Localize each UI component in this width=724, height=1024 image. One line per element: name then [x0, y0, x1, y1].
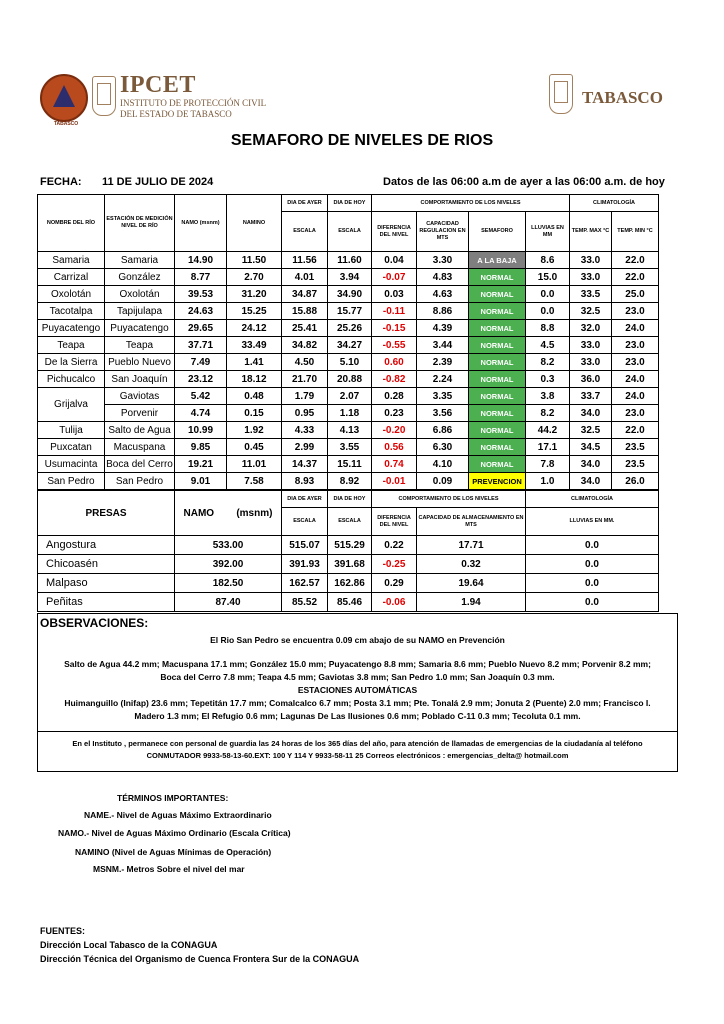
cell-tmax: 36.0: [570, 371, 612, 388]
tabasco-title: TABASCO: [582, 88, 663, 107]
cell-semaforo: NORMAL: [469, 422, 526, 439]
table-row: [38, 354, 659, 371]
cell-escala-ayer: 14.37: [282, 456, 328, 473]
table-row: [38, 320, 659, 337]
cell-namo: 4.74: [175, 405, 227, 422]
cell-estacion: Pueblo Nuevo: [105, 354, 175, 371]
page-title: SEMAFORO DE NIVELES DE RIOS: [230, 132, 494, 149]
cell-escala-hoy: 15.11: [328, 456, 372, 473]
namo-label: NAMO: [183, 507, 215, 519]
emblem-label: TABASCO: [53, 121, 79, 127]
cell-escala-ayer: 34.87: [282, 286, 328, 303]
col-capacidad: CAPACIDAD REGULACION EN MTS: [417, 212, 469, 252]
cell-escala-ayer: 4.50: [282, 354, 328, 371]
cell-capacidad: 3.30: [417, 252, 469, 269]
cell-escala-ayer: 2.99: [282, 439, 328, 456]
cell-tmax: 33.0: [570, 269, 612, 286]
cell-escala-ayer: 1.79: [282, 388, 328, 405]
cell-semaforo: NORMAL: [469, 388, 526, 405]
dam-col-comportamiento: COMPORTAMIENTO DE LOS NIVELES: [372, 491, 526, 508]
cell-capacidad: 4.83: [417, 269, 469, 286]
table-row: [38, 269, 659, 286]
cell-semaforo: NORMAL: [469, 269, 526, 286]
ipcet-subtitle-line2: DEL ESTADO DE TABASCO: [120, 109, 232, 119]
fuentes-title: FUENTES:: [40, 926, 85, 936]
cell-escala-hoy: 2.07: [328, 388, 372, 405]
cell-escala-hoy: 1.18: [328, 405, 372, 422]
dam-col-dia-ayer: DIA DE AYER: [282, 491, 328, 508]
cell-namo: 182.50: [175, 574, 282, 593]
col-tmin: TEMP. MIN °C: [612, 212, 659, 252]
cell-presa: Angostura: [38, 536, 175, 555]
cell-semaforo: NORMAL: [469, 371, 526, 388]
cell-namino: 1.92: [227, 422, 282, 439]
cell-escala-ayer: 25.41: [282, 320, 328, 337]
cell-namino: 31.20: [227, 286, 282, 303]
cell-namino: 2.70: [227, 269, 282, 286]
cell-rio: Teapa: [38, 337, 105, 354]
cell-escala-ayer: 4.33: [282, 422, 328, 439]
cell-tmin: 23.5: [612, 439, 659, 456]
cell-tmax: 33.0: [570, 354, 612, 371]
cell-semaforo: NORMAL: [469, 303, 526, 320]
cell-diferencia: -0.20: [372, 422, 417, 439]
col-namo: NAMO (msnm): [175, 195, 227, 252]
col-presas: PRESAS: [38, 491, 175, 536]
col-estacion: ESTACIÓN DE MEDICIÓN NIVEL DE RÍO: [105, 195, 175, 252]
cell-lluvias: 8.6: [526, 252, 570, 269]
cell-lluvias: 0.0: [526, 303, 570, 320]
cell-lluvias: 0.3: [526, 371, 570, 388]
cell-estacion: Boca del Cerro: [105, 456, 175, 473]
cell-escala-hoy: 4.13: [328, 422, 372, 439]
cell-tmin: 23.5: [612, 456, 659, 473]
termino-name: NAME.- Nivel de Aguas Máximo Extraordinario: [84, 810, 272, 820]
cell-namino: 24.12: [227, 320, 282, 337]
cell-rio: Grijalva: [38, 388, 105, 422]
cell-namo: 37.71: [175, 337, 227, 354]
cell-estacion: San Joaquín: [105, 371, 175, 388]
cell-diferencia: 0.60: [372, 354, 417, 371]
cell-diferencia: -0.55: [372, 337, 417, 354]
cell-escala-hoy: 34.90: [328, 286, 372, 303]
cell-namino: 0.15: [227, 405, 282, 422]
table-row: [38, 405, 659, 422]
cell-tmax: 33.5: [570, 286, 612, 303]
cell-capacidad: 3.35: [417, 388, 469, 405]
cell-namino: 11.50: [227, 252, 282, 269]
cell-namo: 392.00: [175, 555, 282, 574]
cell-namino: 0.48: [227, 388, 282, 405]
cell-capacidad: 2.39: [417, 354, 469, 371]
observaciones-box: [37, 613, 678, 772]
table-row: [38, 574, 659, 593]
cell-namo: 29.65: [175, 320, 227, 337]
cell-tmin: 23.0: [612, 354, 659, 371]
dam-col-escala-ayer: ESCALA: [282, 508, 328, 536]
cell-capacidad: 4.63: [417, 286, 469, 303]
cell-capacidad: 4.10: [417, 456, 469, 473]
cell-escala-ayer: 391.93: [282, 555, 328, 574]
cell-namo: 23.12: [175, 371, 227, 388]
cell-tmax: 32.0: [570, 320, 612, 337]
cell-lluvias: 7.8: [526, 456, 570, 473]
cell-lluvias: 17.1: [526, 439, 570, 456]
table-row: [38, 456, 659, 473]
fecha-value: 11 DE JULIO DE 2024: [102, 176, 214, 188]
cell-escala-ayer: 515.07: [282, 536, 328, 555]
cell-lluvias: 0.0: [526, 555, 659, 574]
obs-auto-line1: Huimanguillo (Inifap) 23.6 mm; Tepetitán 17.7 mm; Comalcalco 6.7 mm; Posta 3.1 mm; Pte. Tonalá 2.9 mm; Jonuta 2 (Puente) 2.0 mm; Francisco I.: [64, 698, 651, 708]
cell-capacidad: 8.86: [417, 303, 469, 320]
cell-escala-hoy: 5.10: [328, 354, 372, 371]
cell-tmin: 23.0: [612, 405, 659, 422]
cell-estacion: Macuspana: [105, 439, 175, 456]
table-row: [38, 371, 659, 388]
col-namino: NAMINO: [227, 195, 282, 252]
table-row: [38, 473, 659, 490]
cell-lluvias: 3.8: [526, 388, 570, 405]
fuente-conagua-frontera-sur: Dirección Técnica del Organismo de Cuenca Frontera Sur de la CONAGUA: [40, 954, 360, 964]
obs-auto-line2: Madero 1.3 mm; El Refugio 0.6 mm; Lagunas De Las Ilusiones 0.6 mm; Poblado C-11 0.3 mm; Tecoluta 0.1 mm.: [134, 711, 581, 721]
cell-rio: Puxcatan: [38, 439, 105, 456]
cell-escala-hoy: 20.88: [328, 371, 372, 388]
cell-escala-ayer: 85.52: [282, 593, 328, 612]
col-diferencia: DIFERENCIA DEL NIVEL: [372, 212, 417, 252]
cell-namino: 11.01: [227, 456, 282, 473]
cell-diferencia: 0.03: [372, 286, 417, 303]
cell-lluvias: 0.0: [526, 286, 570, 303]
cell-rio: Samaria: [38, 252, 105, 269]
cell-lluvias: 8.8: [526, 320, 570, 337]
cell-escala-hoy: 85.46: [328, 593, 372, 612]
cell-capacidad: 6.30: [417, 439, 469, 456]
cell-tmax: 33.7: [570, 388, 612, 405]
col-climatologia: CLIMATOLOGÍA: [570, 195, 659, 212]
cell-estacion: Salto de Agua: [105, 422, 175, 439]
cell-estacion: Tapijulapa: [105, 303, 175, 320]
cell-lluvias: 0.0: [526, 536, 659, 555]
cell-diferencia: 0.56: [372, 439, 417, 456]
cell-diferencia: 0.29: [372, 574, 417, 593]
cell-lluvias: 8.2: [526, 405, 570, 422]
cell-lluvias: 1.0: [526, 473, 570, 490]
cell-tmin: 24.0: [612, 320, 659, 337]
cell-tmin: 22.0: [612, 252, 659, 269]
table-row: [38, 593, 659, 612]
cell-escala-ayer: 0.95: [282, 405, 328, 422]
cell-rio: Puyacatengo: [38, 320, 105, 337]
cell-estacion: Gaviotas: [105, 388, 175, 405]
cell-tmin: 24.0: [612, 371, 659, 388]
cell-escala-hoy: 391.68: [328, 555, 372, 574]
dam-col-diferencia: DIFERENCIA DEL NIVEL: [372, 508, 417, 536]
cell-capacidad: 0.09: [417, 473, 469, 490]
table-row: [38, 422, 659, 439]
cell-namo: 9.01: [175, 473, 227, 490]
cell-namino: 18.12: [227, 371, 282, 388]
table-row: [38, 439, 659, 456]
obs-auto-stations-title: ESTACIONES AUTOMÁTICAS: [297, 685, 418, 695]
cell-tmin: 22.0: [612, 422, 659, 439]
cell-diferencia: -0.25: [372, 555, 417, 574]
cell-diferencia: 0.22: [372, 536, 417, 555]
msnm-label: (msnm): [236, 507, 273, 519]
cell-capacidad: 4.39: [417, 320, 469, 337]
triangle-icon: [53, 85, 75, 107]
cell-lluvias: 8.2: [526, 354, 570, 371]
cell-estacion: Puyacatengo: [105, 320, 175, 337]
cell-semaforo: NORMAL: [469, 456, 526, 473]
cell-escala-ayer: 21.70: [282, 371, 328, 388]
cell-namino: 0.45: [227, 439, 282, 456]
cell-semaforo: NORMAL: [469, 320, 526, 337]
cell-diferencia: -0.06: [372, 593, 417, 612]
cell-escala-ayer: 11.56: [282, 252, 328, 269]
cell-capacidad: 0.32: [417, 555, 526, 574]
col-escala-hoy: ESCALA: [328, 212, 372, 252]
cell-rio: Pichucalco: [38, 371, 105, 388]
cell-lluvias: 15.0: [526, 269, 570, 286]
col-dia-ayer: DIA DE AYER: [282, 195, 328, 212]
cell-diferencia: -0.07: [372, 269, 417, 286]
cell-tmax: 33.0: [570, 252, 612, 269]
cell-lluvias: 0.0: [526, 593, 659, 612]
cell-tmax: 34.0: [570, 405, 612, 422]
cell-rio: San Pedro: [38, 473, 105, 490]
dam-col-dia-hoy: DIA DE HOY: [328, 491, 372, 508]
col-tmax: TEMP. MAX °C: [570, 212, 612, 252]
cell-semaforo: NORMAL: [469, 354, 526, 371]
col-escala-ayer: ESCALA: [282, 212, 328, 252]
termino-namo: NAMO.- Nivel de Aguas Máximo Ordinario (Escala Crítica): [58, 828, 291, 838]
institute-note-line1: En el Instituto , permanece con personal de guardia las 24 horas de los 365 días del año, para atención de llamadas de emergencias de la ciudadanía al teléfono: [72, 739, 643, 748]
cell-presa: Chicoasén: [38, 555, 175, 574]
ipcet-subtitle: [120, 98, 266, 120]
cell-escala-ayer: 15.88: [282, 303, 328, 320]
cell-escala-hoy: 8.92: [328, 473, 372, 490]
cell-escala-hoy: 15.77: [328, 303, 372, 320]
termino-namino: NAMINO (Nivel de Aguas Mínimas de Operación): [75, 847, 272, 857]
cell-escala-ayer: 162.57: [282, 574, 328, 593]
cell-presa: Peñitas: [38, 593, 175, 612]
cell-namo: 8.77: [175, 269, 227, 286]
cell-escala-ayer: 34.82: [282, 337, 328, 354]
ipcet-emblem-logo: [40, 74, 88, 127]
cell-rio: Tacotalpa: [38, 303, 105, 320]
cell-capacidad: 1.94: [417, 593, 526, 612]
obs-rain-line1: Salto de Agua 44.2 mm; Macuspana 17.1 mm; González 15.0 mm; Puyacatengo 8.8 mm; Samaria 8.6 mm; Pueblo Nuevo 8.2 mm; Porvenir 8.2 mm;: [64, 659, 651, 669]
cell-diferencia: 0.74: [372, 456, 417, 473]
cell-escala-hoy: 11.60: [328, 252, 372, 269]
cell-escala-ayer: 4.01: [282, 269, 328, 286]
cell-tmin: 24.0: [612, 388, 659, 405]
cell-rio: Tulija: [38, 422, 105, 439]
cell-tmax: 33.0: [570, 337, 612, 354]
cell-estacion: Oxolotán: [105, 286, 175, 303]
cell-diferencia: 0.04: [372, 252, 417, 269]
col-comportamiento: COMPORTAMIENTO DE LOS NIVELES: [372, 195, 570, 212]
fuente-conagua-local: Dirección Local Tabasco de la CONAGUA: [40, 940, 218, 950]
cell-estacion: González: [105, 269, 175, 286]
cell-capacidad: 6.86: [417, 422, 469, 439]
cell-capacidad: 3.56: [417, 405, 469, 422]
cell-diferencia: -0.11: [372, 303, 417, 320]
tabasco-state-seal-icon: [549, 74, 573, 114]
cell-tmin: 22.0: [612, 269, 659, 286]
cell-tmax: 34.5: [570, 439, 612, 456]
cell-namo: 10.99: [175, 422, 227, 439]
cell-tmax: 34.0: [570, 473, 612, 490]
cell-estacion: Porvenir: [105, 405, 175, 422]
cell-tmin: 23.0: [612, 303, 659, 320]
cell-namo: 19.21: [175, 456, 227, 473]
table-row: [38, 303, 659, 320]
cell-escala-hoy: 3.94: [328, 269, 372, 286]
tabasco-seal-icon: [92, 76, 116, 116]
cell-diferencia: -0.15: [372, 320, 417, 337]
table-row: [38, 337, 659, 354]
col-dia-hoy: DIA DE HOY: [328, 195, 372, 212]
cell-tmin: 26.0: [612, 473, 659, 490]
cell-diferencia: -0.82: [372, 371, 417, 388]
rivers-table: [37, 194, 659, 490]
col-nombre-rio: NOMBRE DEL RÍO: [38, 195, 105, 252]
table-row: [38, 536, 659, 555]
cell-semaforo: NORMAL: [469, 405, 526, 422]
cell-namo: 39.53: [175, 286, 227, 303]
col-lluvias: LLUVIAS EN MM: [526, 212, 570, 252]
cell-tmax: 34.0: [570, 456, 612, 473]
cell-estacion: Samaria: [105, 252, 175, 269]
cell-presa: Malpaso: [38, 574, 175, 593]
cell-semaforo: PREVENCION: [469, 473, 526, 490]
cell-semaforo: NORMAL: [469, 286, 526, 303]
ipcet-subtitle-line1: INSTITUTO DE PROTECCIÓN CIVIL: [120, 98, 267, 108]
cell-capacidad: 19.64: [417, 574, 526, 593]
cell-diferencia: -0.01: [372, 473, 417, 490]
termino-msnm: MSNM.- Metros Sobre el nivel del mar: [93, 864, 245, 874]
cell-tmin: 23.0: [612, 337, 659, 354]
cell-namino: 7.58: [227, 473, 282, 490]
cell-escala-hoy: 3.55: [328, 439, 372, 456]
cell-tmax: 32.5: [570, 422, 612, 439]
cell-lluvias: 4.5: [526, 337, 570, 354]
cell-capacidad: 17.71: [417, 536, 526, 555]
institute-note-line2: CONMUTADOR 9933-58-13-60.EXT: 100 Y 114 Y 9933-58-11 25 Correos electrónicos : emergencias_delta@ hotmail.com: [146, 751, 569, 760]
cell-semaforo: A LA BAJA: [469, 252, 526, 269]
dams-table: [37, 490, 659, 612]
table-row: [38, 252, 659, 269]
cell-namo: 9.85: [175, 439, 227, 456]
cell-semaforo: NORMAL: [469, 439, 526, 456]
cell-semaforo: NORMAL: [469, 337, 526, 354]
cell-estacion: Teapa: [105, 337, 175, 354]
cell-rio: Usumacinta: [38, 456, 105, 473]
obs-rain-line2: Boca del Cerro 7.8 mm; Teapa 4.5 mm; Gaviotas 3.8 mm; San Pedro 1.0 mm; San Joaquín 0.3 mm.: [160, 672, 555, 682]
cell-diferencia: 0.28: [372, 388, 417, 405]
cell-namino: 15.25: [227, 303, 282, 320]
cell-diferencia: 0.23: [372, 405, 417, 422]
cell-namino: 33.49: [227, 337, 282, 354]
cell-escala-hoy: 34.27: [328, 337, 372, 354]
cell-escala-ayer: 8.93: [282, 473, 328, 490]
cell-namo: 24.63: [175, 303, 227, 320]
cell-namo: 7.49: [175, 354, 227, 371]
cell-escala-hoy: 162.86: [328, 574, 372, 593]
col-namo-msnm: [175, 491, 282, 536]
observaciones-title: OBSERVACIONES:: [40, 616, 149, 630]
table-row: [38, 388, 659, 405]
cell-namo: 5.42: [175, 388, 227, 405]
cell-namo: 87.40: [175, 593, 282, 612]
dam-col-climatologia: CLIMATOLOGÍA: [526, 491, 659, 508]
table-row: [38, 286, 659, 303]
cell-capacidad: 2.24: [417, 371, 469, 388]
terminos-title: TÉRMINOS IMPORTANTES:: [117, 793, 229, 803]
dam-col-capacidad: CAPACIDAD DE ALMACENAMIENTO EN MTS: [417, 508, 526, 536]
cell-escala-hoy: 515.29: [328, 536, 372, 555]
cell-rio: De la Sierra: [38, 354, 105, 371]
cell-estacion: San Pedro: [105, 473, 175, 490]
ipcet-title: IPCET: [120, 72, 196, 98]
cell-capacidad: 3.44: [417, 337, 469, 354]
obs-divider: [38, 731, 677, 732]
cell-namino: 1.41: [227, 354, 282, 371]
cell-rio: Carrizal: [38, 269, 105, 286]
cell-lluvias: 0.0: [526, 574, 659, 593]
cell-namo: 14.90: [175, 252, 227, 269]
cell-tmax: 32.5: [570, 303, 612, 320]
col-semaforo: SEMAFORO: [469, 212, 526, 252]
cell-namo: 533.00: [175, 536, 282, 555]
dam-col-lluvias: LLUVIAS EN MM.: [526, 508, 659, 536]
data-period: Datos de las 06:00 a.m de ayer a las 06:00 a.m. de hoy: [383, 176, 665, 188]
cell-tmin: 25.0: [612, 286, 659, 303]
dam-col-escala-hoy: ESCALA: [328, 508, 372, 536]
cell-rio: Oxolotán: [38, 286, 105, 303]
table-row: [38, 555, 659, 574]
obs-san-pedro-note: El Rio San Pedro se encuentra 0.09 cm abajo de su NAMO en Prevención: [210, 635, 505, 645]
fecha-label: FECHA:: [40, 176, 82, 188]
cell-lluvias: 44.2: [526, 422, 570, 439]
cell-escala-hoy: 25.26: [328, 320, 372, 337]
